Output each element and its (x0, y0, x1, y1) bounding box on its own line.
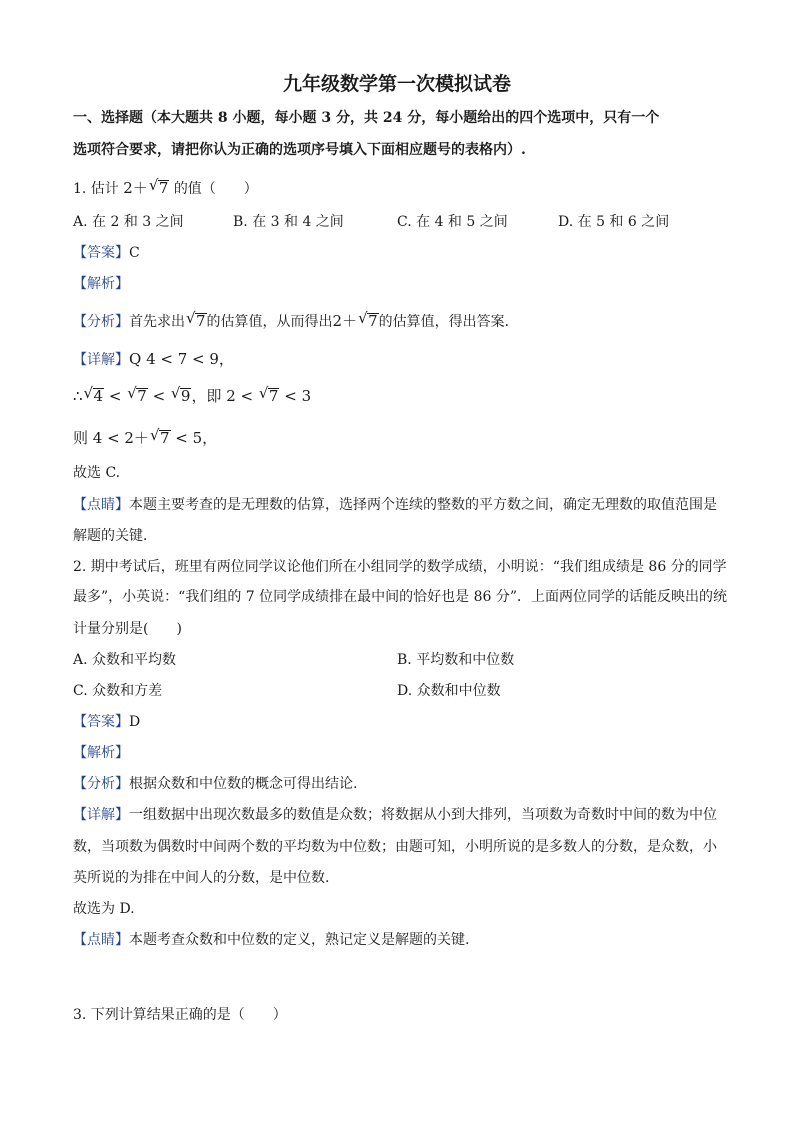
section-heading-line-1: 一、选择题（本大题共 8 小题，每小题 3 分，共 24 分，每小题给出的四个选项中，只有一个 (73, 110, 660, 126)
q2-analysis-tag: 【解析】 (73, 745, 129, 761)
sqrt-9: √ 9 (170, 384, 191, 405)
sqrt-7: √ 7 (127, 384, 147, 405)
q1-comment-line-2: 解题的关键． (73, 528, 157, 544)
q2-option-a: A. 众数和平均数 (73, 652, 177, 668)
q2-option-d: D. 众数和中位数 (397, 683, 501, 699)
q1-option-d: D. 在 5 和 6 之间 (558, 214, 670, 230)
q1-analysis-tag: 【解析】 (73, 276, 129, 292)
q2-answer: 【答案】D (73, 714, 141, 730)
q3-stem: 3. 下列计算结果正确的是（ ） (73, 1007, 287, 1023)
q2-choose: 故选为 D. (73, 901, 135, 917)
q2-option-c: C. 众数和方差 (73, 683, 163, 699)
q1-number: 1. 估计 (73, 181, 119, 197)
q1-stem-tail: 的值（ ） (173, 181, 258, 197)
q2-detail-line-3: 英所说的为排在中间人的分数，是中位数. (73, 870, 330, 886)
q2-detail-line-2: 数，当项数为偶数时中间两个数的平均数为中位数；由题可知，小明所说的是多数人的分数，是众数，小 (73, 839, 717, 855)
q2-detail-line-1: 【详解】一组数据中出现次数最多的数值是众数；将数据从小到大排列，当项数为奇数时中间的数为中位 (73, 807, 717, 823)
q2-stem-line-3: 计量分别是( ) (73, 621, 182, 637)
q1-stem (73, 178, 258, 199)
q1-option-c: C. 在 4 和 5 之间 (397, 214, 508, 230)
sqrt-7: √ 7 (186, 309, 206, 330)
q1-detail-line-2: ∴ √ 4 < √ 7 < √ 9，即 2 < √ 7 < 3 (73, 384, 312, 405)
sqrt-4: √ 4 (83, 384, 104, 405)
q2-stem-line-1: 2. 期中考试后，班里有两位同学议论他们所在小组同学的数学成绩，小明说：“我们组成绩是 86 分的同学 (73, 559, 727, 575)
q1-answer: 【答案】C (73, 245, 140, 261)
section-heading-line-2: 选项符合要求，请把你认为正确的选项序号填入下面相应题号的表格内）. (73, 142, 526, 158)
q1-choose: 故选 C. (73, 465, 121, 481)
sqrt-7: √ 7 (148, 176, 169, 197)
q1-expr: 2＋ √ 7 (123, 176, 169, 197)
q1-comment-line-1: 【点睛】本题主要考查的是无理数的估算，选择两个连续的整数的平方数之间，确定无理数的取值范围是 (73, 497, 717, 513)
page-title: 九年级数学第一次模拟试卷 (282, 73, 511, 95)
q2-option-b: B. 平均数和中位数 (397, 652, 515, 668)
q1-detail: 【详解】Q 4 < 7 < 9， (73, 350, 234, 368)
q1-detail-line-3: 则 4 < 2＋ √ 7 < 5， (73, 426, 218, 447)
q2-fenxi: 【分析】根据众数和中位数的概念可得出结论. (73, 776, 358, 792)
sqrt-7: √ 7 (358, 309, 378, 330)
q2-comment: 【点睛】本题考查众数和中位数的定义，熟记定义是解题的关键. (73, 932, 470, 948)
q1-fenxi: 【分析】首先求出 √ 7的估算值，从而得出2＋ √ 7的估算值，得出答案． (73, 309, 519, 330)
q2-stem-line-2: 最多”，小英说：“我们组的 7 位同学成绩排在最中间的恰好也是 86 分”．上面两位同学的话能反映出的统 (73, 589, 727, 605)
sqrt-7: √ 7 (258, 384, 279, 405)
q1-option-b: B. 在 3 和 4 之间 (233, 214, 344, 230)
sqrt-7: √ 7 (149, 426, 170, 447)
q1-option-a: A. 在 2 和 3 之间 (73, 214, 184, 230)
